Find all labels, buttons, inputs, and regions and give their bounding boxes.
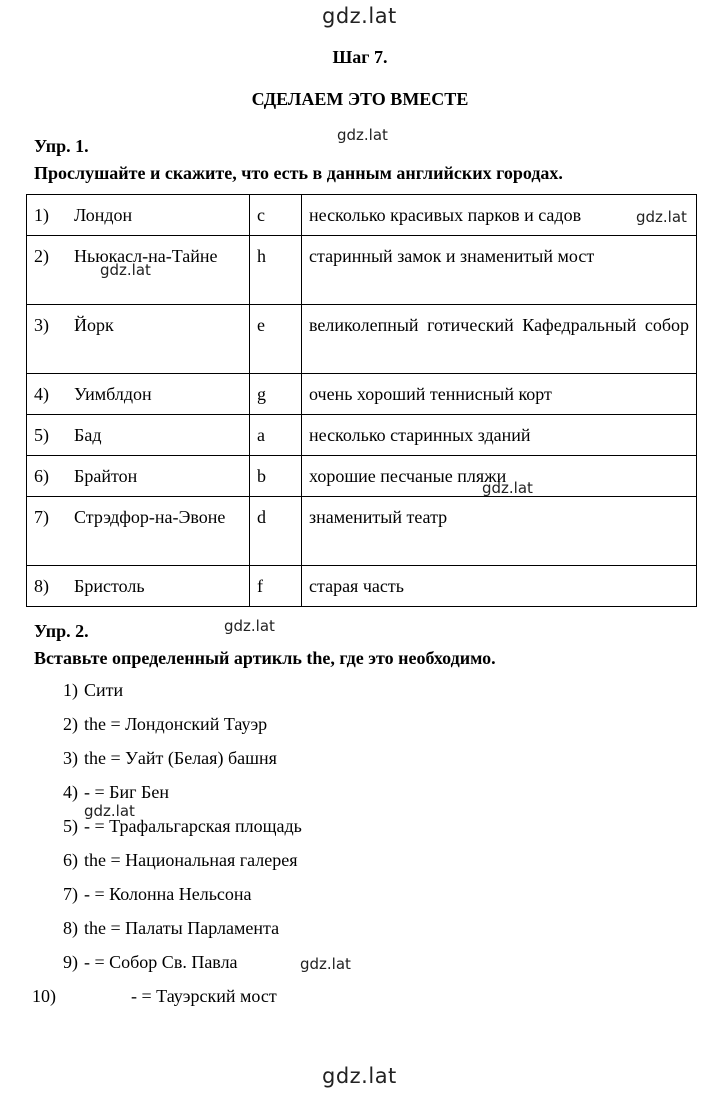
table-row xyxy=(27,305,697,374)
exercise2-task: Вставьте определенный артикль the, где это необходимо. xyxy=(34,648,496,668)
watermark-top: gdz.lat xyxy=(322,4,397,28)
watermark: gdz.lat xyxy=(482,479,533,497)
list-item: 1) Сити xyxy=(63,680,124,700)
table-row xyxy=(27,236,697,305)
answer-cell: старая часть xyxy=(302,566,697,607)
table-row xyxy=(27,566,697,607)
step-title: Шаг 7. xyxy=(332,47,388,67)
letter-cell: c xyxy=(250,195,302,236)
table-row xyxy=(27,195,697,236)
answer-cell: хорошие песчаные пляжи xyxy=(302,456,697,497)
exercise2-label: Упр. 2. xyxy=(34,621,89,641)
watermark: gdz.lat xyxy=(300,955,351,973)
list-item: 3) the = Уайт (Белая) башня xyxy=(63,748,277,768)
watermark: gdz.lat xyxy=(636,208,687,226)
city-cell: 3) Йорк xyxy=(27,305,250,374)
watermark: gdz.lat xyxy=(224,617,275,635)
list-item: 7) - = Колонна Нельсона xyxy=(63,884,252,904)
answer-cell: великолепный готический Кафедральный собор xyxy=(302,305,697,374)
list-item: 10) - = Тауэрский мост xyxy=(32,986,277,1006)
answer-cell: знаменитый театр xyxy=(302,497,697,566)
list-item: 8) the = Палаты Парламента xyxy=(63,918,280,938)
matching-table xyxy=(26,194,697,607)
city-cell: 7) Стрэдфор-на-Эвоне xyxy=(27,497,250,566)
table-row xyxy=(27,415,697,456)
section-title: СДЕЛАЕМ ЭТО ВМЕСТЕ xyxy=(251,89,469,109)
letter-cell: h xyxy=(250,236,302,305)
list-item: 6) the = Национальная галерея xyxy=(63,850,298,870)
table-row xyxy=(27,456,697,497)
watermark: gdz.lat xyxy=(84,802,135,820)
letter-cell: f xyxy=(250,566,302,607)
answer-cell: несколько красивых парков и садов xyxy=(302,195,697,236)
exercise1-label: Упр. 1. xyxy=(34,136,89,156)
list-item: 9) - = Собор Св. Павла xyxy=(63,952,238,972)
letter-cell: a xyxy=(250,415,302,456)
list-item: 5) - = Трафальгарская площадь xyxy=(63,816,302,836)
letter-cell: d xyxy=(250,497,302,566)
watermark: gdz.lat xyxy=(337,126,388,144)
city-cell: 4) Уимблдон xyxy=(27,374,250,415)
city-cell: 8) Бристоль xyxy=(27,566,250,607)
city-cell: 5) Бад xyxy=(27,415,250,456)
letter-cell: e xyxy=(250,305,302,374)
table-row xyxy=(27,374,697,415)
exercise1-task: Прослушайте и скажите, что есть в данным английских городах. xyxy=(34,163,563,183)
list-item: 2) the = Лондонский Тауэр xyxy=(63,714,268,734)
answer-cell: несколько старинных зданий xyxy=(302,415,697,456)
table-row xyxy=(27,497,697,566)
letter-cell: g xyxy=(250,374,302,415)
answer-cell: старинный замок и знаменитый мост xyxy=(302,236,697,305)
answer-cell: очень хороший теннисный корт xyxy=(302,374,697,415)
city-cell: 6) Брайтон xyxy=(27,456,250,497)
watermark-bottom: gdz.lat xyxy=(322,1064,397,1088)
watermark: gdz.lat xyxy=(100,261,151,279)
letter-cell: b xyxy=(250,456,302,497)
city-cell: 1) Лондон xyxy=(27,195,250,236)
city-cell: 2) Ньюкасл-на-Тайне xyxy=(27,236,250,305)
list-item: 4) - = Биг Бен xyxy=(63,782,169,802)
